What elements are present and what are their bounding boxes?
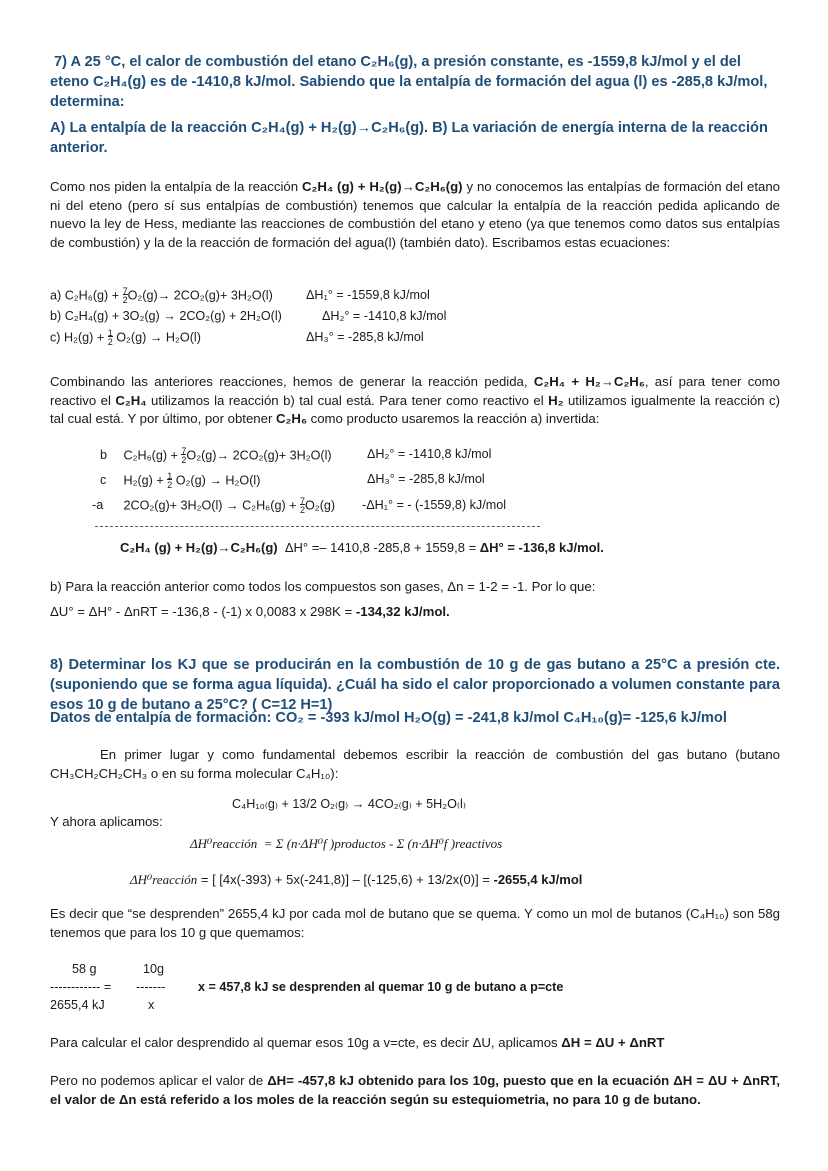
apply-label: Y ahora aplicamos: (50, 814, 163, 829)
hess-row-minus-a: -a $2CO_2(g)+ 3H_2O(l) \to C_2H_6(g) + \frac{7}{2}O_2(g)$ (92, 496, 336, 515)
proportion-line-left: ------------ = (50, 980, 112, 994)
equation-b-enthalpy: ΔH₂° = -1410,8 kJ/mol (322, 309, 447, 323)
hess-row-c: c $H_2(g) + \frac{1}{2} O_2(g) \to H_2O(l)$ (100, 471, 261, 490)
hess-row-minus-a-enthalpy: -ΔH₁° = - (-1559,8) kJ/mol (362, 498, 507, 512)
problem-8-data: Datos de entalpía de formación: CO₂ = -393 kJ/mol H₂O(g) = -241,8 kJ/mol C₄H₁₀(g)= -125,6 kJ/mol (50, 710, 727, 726)
equation-b: b) C₂H₄(g) + 3O₂(g) → 2CO₂(g) + 2H₂O(l) (50, 309, 282, 323)
internal-energy-calc: ΔU° = ΔH° - ΔnRT = -136,8 - (-1) x 0,0083 x 298K = -134,32 kJ/mol. (50, 604, 450, 619)
proportion-line-right: ------- (136, 980, 166, 994)
hess-row-b: b $C_2H_6(g) + \frac{7}{2}O_2(g)\to 2CO_2(g)+ 3H_2O(l)$ (100, 446, 332, 465)
equation-c: c) $H_2(g) + \frac{1}{2} O_2(g) \to H_2O(l)$ (50, 328, 201, 347)
total-reaction: C₂H₄ (g) + H₂(g)→C₂H₆(g) ΔH° =– 1410,8 -285,8 + 1559,8 = ΔH° = -136,8 kJ/mol. (120, 540, 604, 555)
sum-divider (95, 526, 540, 527)
problem-7-heading: 7) A 25 °C, el calor de combustión del etano C₂H₆(g), a presión constante, es -1559,8 kJ/mol y el del eteno C₂H₄(g) es de -1410,8 kJ/mol. Sabiendo que la entalpía de formación del agua (l) es -285,8 kJ/mol, determina: (50, 54, 768, 110)
proportion-num-right: 10g (143, 962, 165, 976)
hess-row-c-enthalpy: ΔH₃° = -285,8 kJ/mol (367, 472, 485, 486)
proportion-result: x = 457,8 kJ se desprenden al quemar 10 g de butano a p=cte (198, 980, 564, 994)
proportion-den-left: 2655,4 kJ (50, 998, 105, 1012)
combine-paragraph: Combinando las anteriores reacciones, hemos de generar la reacción pedida, C₂H₄ + H₂→C₂H₆, así para tener como reactivo el C₂H₄ utilizamos la reacción b) tal cual está. Para tener como reactivo el H₂ utilizamos igualmente la reacción c) tal cual está. Y por último, por obtener C₂H₆ como producto usaremos la reacción a) invertida: (50, 374, 780, 427)
hess-row-b-enthalpy: ΔH₂° = -1410,8 kJ/mol (367, 447, 492, 461)
equation-c-enthalpy: ΔH₃° = -285,8 kJ/mol (306, 330, 424, 344)
proportion-den-right: x (148, 998, 155, 1012)
equation-a-enthalpy: ΔH₁° = -1559,8 kJ/mol (306, 288, 430, 302)
problem-7-intro: Como nos piden la entalpía de la reacción C₂H₄ (g) + H₂(g)→C₂H₆(g) y no conocemos las entalpías de formación del etano ni del eteno (pero sí sus entalpías de combustión) tenemos que calcular la entalpía de la reacción pedida aplicando de nuevo la ley de Hess, mediante las reacciones de combustión del etano y eteno (ya que tenemos como datos sus entalpías de combustión) y la de la reacción de formación del agua(l) (también dato). Escribamos estas ecuaciones: (50, 179, 780, 250)
enthalpy-calculation: ΔH⁰reacción = [ [4x(-393) + 5x(-241,8)] – [(-125,6) + 13/2x(0)] = -2655,4 kJ/mol (130, 872, 583, 887)
butane-combustion-reaction: C₄H₁₀₍g₎ + 13/2 O₂₍g₎ → 4CO₂₍g₎ + 5H₂O₍l₎ (232, 797, 466, 811)
proportion-num-left: 58 g (72, 962, 97, 976)
constant-volume-text: Para calcular el calor desprendido al quemar esos 10g a v=cte, es decir ΔU, aplicamos ΔH = ΔU + ΔnRT (50, 1035, 665, 1050)
part-b-text: b) Para la reacción anterior como todos los compuestos son gases, Δn = 1-2 = -1. Por lo que: (50, 579, 596, 594)
hess-formula: ΔH⁰reacción = Σ (n·ΔH⁰f )productos - Σ (n·ΔH⁰f )reactivos (190, 836, 503, 851)
final-paragraph: Pero no podemos aplicar el valor de ΔH= -457,8 kJ obtenido para los 10g, puesto que en la ecuación ΔH = ΔU + ΔnRT, el valor de Δn está referido a los moles de la reacción según su estequiometria, no para 10 g de butano. (50, 1073, 780, 1107)
problem-8-intro: En primer lugar y como fundamental debemos escribir la reacción de combustión del gas butano (butano CH₃CH₂CH₂CH₃ o en su forma molecular C₄H₁₀): (50, 747, 780, 781)
released-heat-paragraph: Es decir que “se desprenden” 2655,4 kJ por cada mol de butano que se quema. Y como un mol de butanos (C₄H₁₀) son 58g tenemos que para los 10 g que quemamos: (50, 906, 780, 940)
equation-a: a) $C_2H_6(g) + \frac{7}{2}O_2(g)\to 2CO_2(g)+ 3H_2O(l)$ (50, 286, 273, 305)
problem-7-question: A) La entalpía de la reacción C₂H₄(g) + H₂(g)→C₂H₆(g). B) La variación de energía interna de la reacción anterior. (50, 120, 768, 156)
problem-8-heading: 8) Determinar los KJ que se producirán en la combustión de 10 g de gas butano a 25°C a presión cte. (suponiendo que se forma agua líquida). ¿Cuál ha sido el calor proporcionado a volumen constante para esos 10 g de butano a 25°C? ( C=12 H=1) (50, 657, 780, 713)
